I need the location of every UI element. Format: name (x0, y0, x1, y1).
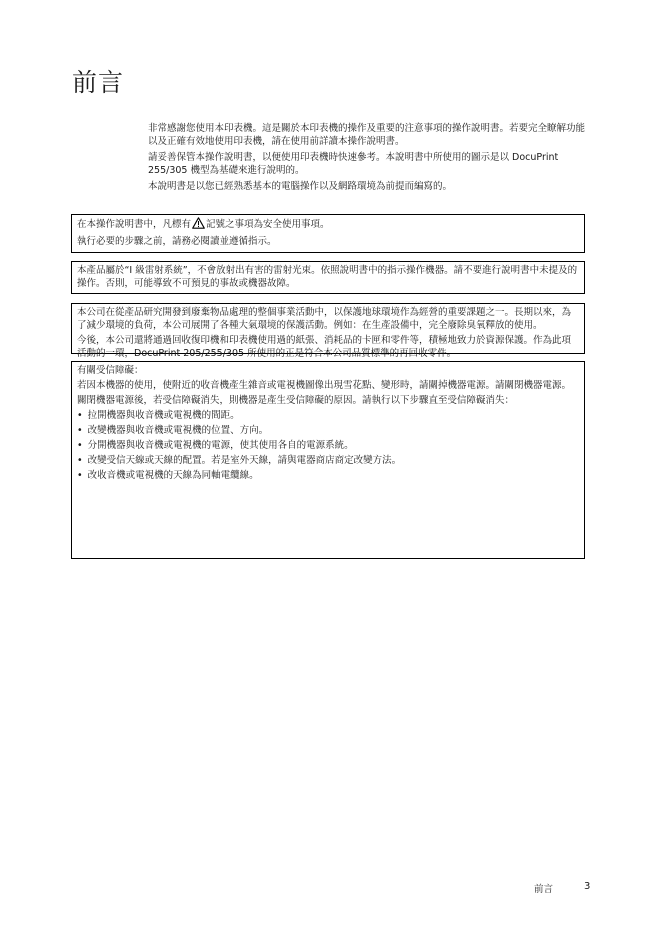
page-title: 前言 (72, 68, 125, 97)
intro-paragraph: 非常感謝您使用本印表機。這是關於本印表機的操作及重要的注意事項的操作說明書。若要完全瞭解功能以及正確有效地使用印表機，請在使用前詳讀本操作說明書。 (148, 123, 586, 147)
interference-heading: 有關受信障礙： (77, 365, 144, 376)
list-item: • 改變機器與收音機或電視機的位置、方向。 (77, 425, 269, 436)
environment-paragraph: 今後，本公司還將通過回收復印機和印表機使用過的紙張、消耗品的卡匣和零件等，積極地致力於資源保護。作為此項活動的一環，DocuPrint 205/255/305 所使用的正是符合本公司品質標準的再回收零件。 (77, 335, 572, 359)
warning-triangle-icon (192, 217, 205, 233)
list-item: • 分開機器與收音機或電視機的電源，使其使用各自的電源系統。 (77, 440, 354, 451)
bullet-icon: • (77, 425, 83, 436)
safety-notice-line (77, 217, 580, 233)
bullet-icon: • (77, 440, 83, 451)
safety-notice-text-pre: 在本操作說明書中，凡標有 (77, 219, 192, 230)
bullet-icon: • (77, 455, 83, 466)
safety-notice-box (71, 214, 585, 253)
footer-section-label: 前言 (534, 884, 554, 895)
interference-paragraph: 若因本機器的使用，使附近的收音機產生雜音或電視機圖像出現雪花點、變形時，請關掉機器電源。請關閉機器電源。 (77, 380, 572, 391)
environment-notice-box (71, 303, 585, 359)
list-item: • 拉開機器與收音機或電視機的間距。 (77, 410, 240, 421)
environment-paragraph: 本公司在從產品研究開發到廢棄物品處理的整個事業活動中，以保護地球環境作為經營的重要課題之一。長期以來，為了減少環境的負荷，本公司展開了各種大氣環境的保護活動。例如：在生產設備中，完全廢除臭氧釋放的使用。 (77, 307, 572, 331)
laser-notice-text: 本產品屬於“I 級雷射系統”，不會放射出有害的雷射光束。依照說明書中的指示操作機器。請不要進行說明書中未提及的操作。否則，可能導致不可預見的事故或機器故障。 (77, 265, 578, 289)
interference-paragraph: 關閉機器電源後，若受信障礙消失，則機器是產生受信障礙的原因。請執行以下步驟直至受信障礙消失： (77, 395, 515, 406)
laser-notice-box (71, 261, 585, 294)
intro-paragraph: 本說明書是以您已經熟悉基本的電腦操作以及網路環境為前提而編寫的。 (148, 181, 453, 192)
bullet-icon: • (77, 410, 83, 421)
intro-section (148, 122, 588, 196)
list-item: • 改收音機或電視機的天線為同軸電纜線。 (77, 470, 259, 481)
bullet-icon: • (77, 470, 83, 481)
intro-paragraph: 請妥善保管本操作說明書，以便使用印表機時快速參考。本說明書中所使用的圖示是以 DocuPrint 255/305 機型為基礎來進行說明的。 (148, 152, 559, 176)
interference-notice-box (71, 361, 585, 559)
list-item: • 改變受信天線或天線的配置。若是室外天線，請與電器商店商定改變方法。 (77, 455, 402, 466)
safety-notice-line-2: 執行必要的步驟之前，請務必閱讀並遵循指示。 (77, 236, 277, 247)
page-number: 3 (584, 881, 591, 892)
safety-notice-text-post: 記號之事項為安全使用事項。 (206, 219, 330, 230)
